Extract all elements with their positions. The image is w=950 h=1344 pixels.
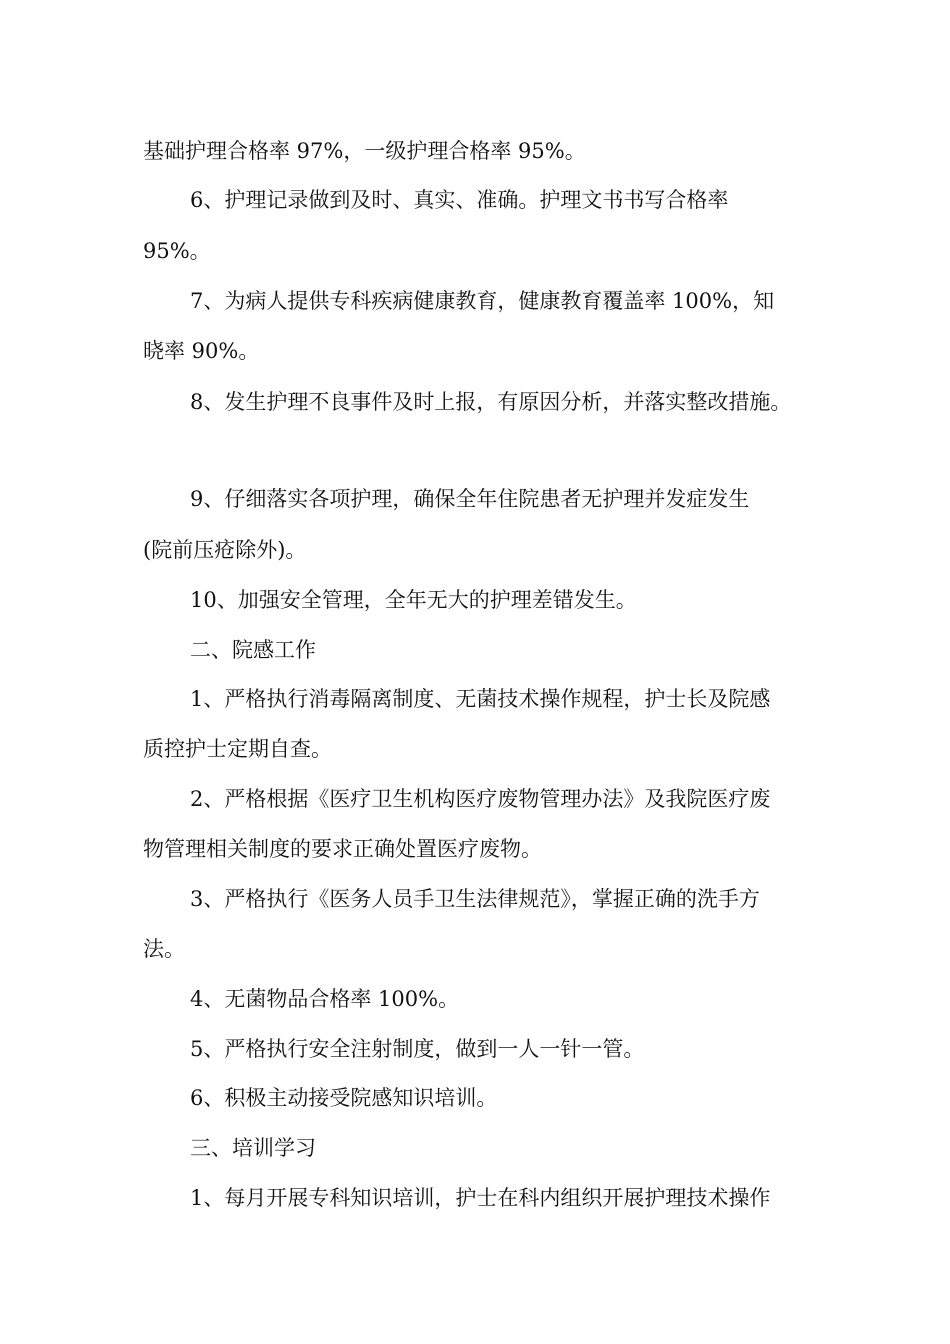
text-line: (院前压疮除外)。	[143, 538, 307, 562]
text-line: 10、加强安全管理，全年无大的护理差错发生。	[190, 588, 637, 612]
text-line: 晓率 90%。	[143, 339, 260, 363]
text-line: 8、发生护理不良事件及时上报，有原因分析，并落实整改措施。	[190, 390, 792, 414]
text-line: 4、无菌物品合格率 100%。	[190, 987, 460, 1011]
text-line: 5、严格执行安全注射制度，做到一人一针一管。	[190, 1037, 645, 1061]
text-line: 3、严格执行《医务人员手卫生法律规范》，掌握正确的洗手方	[190, 887, 760, 911]
section-heading: 二、院感工作	[190, 638, 316, 662]
text-line: 95%。	[143, 239, 211, 263]
text-line: 物管理相关制度的要求正确处置医疗废物。	[143, 837, 542, 861]
text-line: 9、仔细落实各项护理，确保全年住院患者无护理并发症发生	[190, 487, 750, 511]
text-line: 7、为病人提供专科疾病健康教育，健康教育覆盖率 100%，知	[190, 289, 775, 313]
section-heading: 三、培训学习	[190, 1136, 316, 1160]
text-line: 1、严格执行消毒隔离制度、无菌技术操作规程，护士长及院感	[190, 687, 771, 711]
text-line: 2、严格根据《医疗卫生机构医疗废物管理办法》及我院医疗废	[190, 787, 771, 811]
text-line: 基础护理合格率 97%，一级护理合格率 95%。	[143, 139, 586, 163]
text-line: 6、积极主动接受院感知识培训。	[190, 1086, 498, 1110]
text-line: 6、护理记录做到及时、真实、准确。护理文书书写合格率	[190, 188, 729, 212]
text-line: 质控护士定期自查。	[143, 737, 332, 761]
text-line: 1、每月开展专科知识培训，护士在科内组织开展护理技术操作	[190, 1186, 771, 1210]
text-line: 法。	[143, 937, 185, 961]
